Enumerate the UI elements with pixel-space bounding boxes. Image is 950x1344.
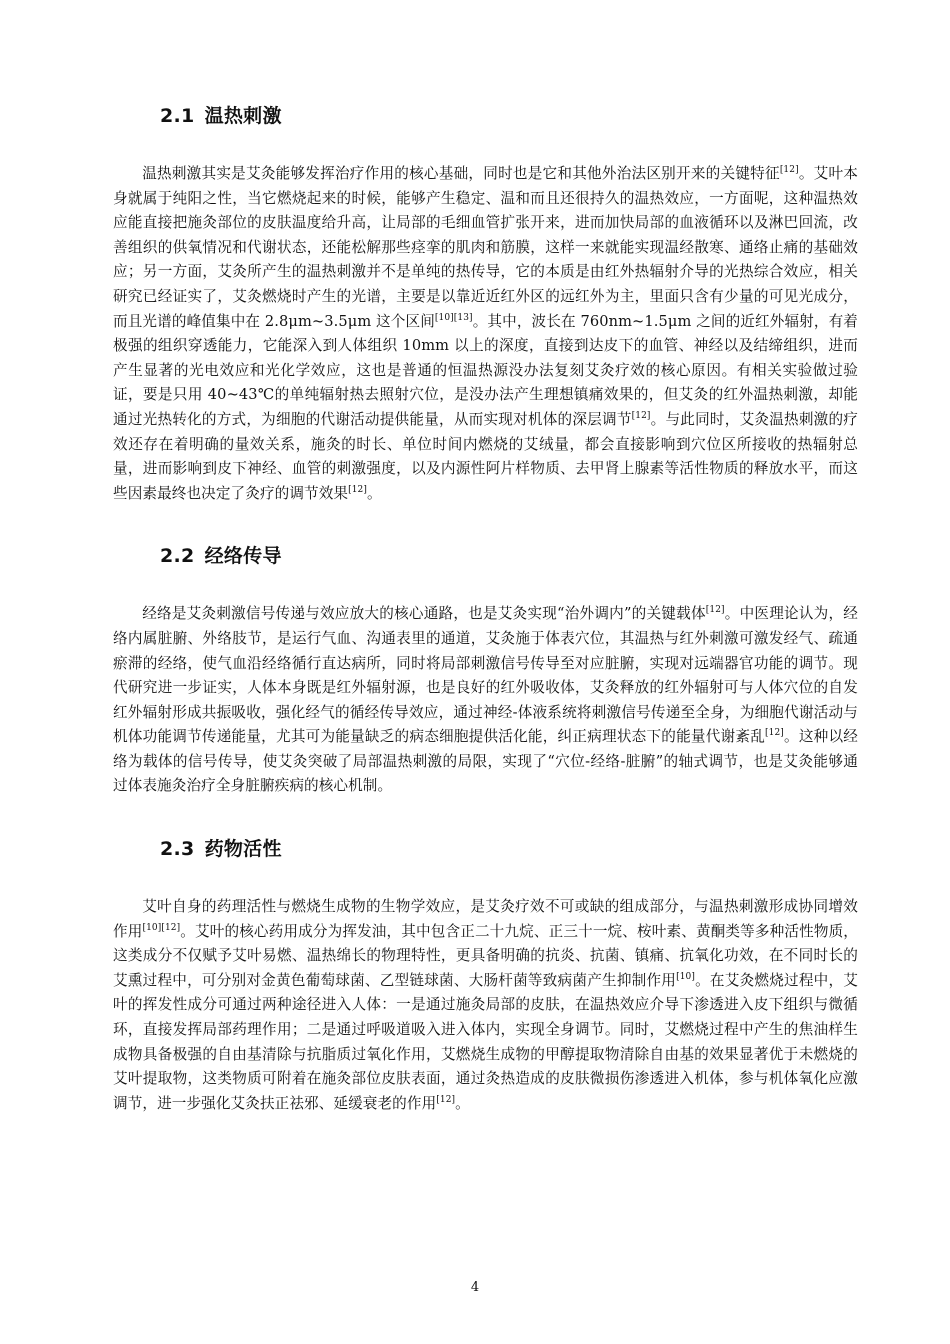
text-run: 艾叶自身的药理活性与燃烧生成物的生物学效应，是艾灸疗效不可或缺的组成部分，与温热刺激形成协同增效作用 <box>113 898 858 940</box>
text-run: 温热刺激其实是艾灸能够发挥治疗作用的核心基础，同时也是它和其他外治法区别开来的关键特征 <box>142 165 780 182</box>
text-run: 经络是艾灸刺激信号传递与效应放大的核心通路，也是艾灸实现“治外调内”的关键载体 <box>142 605 706 623</box>
text-run: 。艾叶的核心药用成分为挥发油，其中包含正二十九烷、正三十一烷、桉叶素、黄酮类等多种活性物质，这类成分不仅赋予艾叶易燃、温热绵长的物理特性，更具备明确的抗炎、抗菌、镇痛、抗氧化功效，在不同时长的艾熏过程中，可分别对金黄色葡萄球菌、乙型链球菌、大肠杆菌等致病菌产生抑制作用 <box>113 922 858 989</box>
text-run: 。艾叶本身就属于纯阳之性，当它燃烧起来的时候，能够产生稳定、温和而且还很持久的温热效应，一方面呢，这种温热效应能直接把施灸部位的皮肤温度给升高，让局部的毛细血管扩张开来，进而加快局部的血液循环以及淋巴回流，改善组织的供氧情况和代谢状态，还能松解那些痉挛的肌肉和筋膜，这样一来就能实现温经散寒、通络止痛的基础效应；另一方面，艾灸所产生的温热刺激并不是单纯的热传导，它的本质是由红外热辐射介导的光热综合效应，相关研究已经证实了，艾灸燃烧时产生的光谱，主要是以靠近近红外区的远红外为主，里面只含有少量的可见光成分，而且光谱的峰值集中在 2.8μm~3.5μm 这个区间 <box>113 165 859 330</box>
document-body <box>113 100 858 1116</box>
citation-ref: [12] <box>348 484 367 495</box>
citation-ref: [12] <box>631 411 651 422</box>
text-run: 。 <box>366 484 382 502</box>
text-run: 。在艾灸燃烧过程中，艾叶的挥发性成分可通过两种途径进入人体：一是通过施灸局部的皮肤，在温热效应介导下渗透进入皮下组织与微循环，直接发挥局部药理作用；二是通过呼吸道吸入进入体内，实现全身调节。同时，艾燃烧过程中产生的焦油样生成物具备极强的自由基清除与抗脂质过氧化作用，艾燃烧生成物的甲醇提取物清除自由基的效果显著优于未燃烧的艾叶提取物，这类物质可附着在施灸部位皮肤表面，通过灸热造成的皮肤微损伤渗透进入机体，参与机体氧化应激调节，进一步强化艾灸扶正祛邪、延缓衰老的作用 <box>113 971 858 1112</box>
section-heading-2-2 <box>160 540 858 572</box>
section-title: 温热刺激 <box>204 105 282 127</box>
section-paragraph-2-3 <box>113 895 858 1116</box>
text-run: 。与此同时，艾灸温热刺激的疗效还存在着明确的量效关系，施灸的时长、单位时间内燃烧的艾绒量，都会直接影响到穴位区所接收的热辐射总量，进而影响到皮下神经、血管的刺激强度，以及内源性阿片样物质、去甲肾上腺素等活性物质的释放水平，而这些因素最终也决定了灸疗的调节效果 <box>113 410 858 502</box>
section-number: 2.3 <box>160 838 195 861</box>
citation-ref: [12] <box>779 165 799 176</box>
section-heading-2-1 <box>160 100 858 132</box>
text-run: 。这种以经络为载体的信号传导，使艾灸突破了局部温热刺激的局限，实现了“穴位-经络-脏腑”的轴式调节，也是艾灸能够通过体表施灸治疗全身脏腑疾病的核心机制。 <box>113 728 858 795</box>
section-number: 2.1 <box>160 105 195 127</box>
section-heading-2-3 <box>160 833 858 865</box>
citation-ref: [12] <box>436 1094 456 1105</box>
section-title: 经络传导 <box>204 545 282 568</box>
citation-ref: [12] <box>705 605 725 616</box>
section-number: 2.2 <box>160 545 195 568</box>
citation-ref: [10][12] <box>142 922 181 933</box>
section-paragraph-2-2 <box>113 602 858 799</box>
section-paragraph-2-1 <box>113 162 858 506</box>
section-title: 药物活性 <box>204 838 282 861</box>
text-run: 。 <box>455 1094 470 1112</box>
text-run: 。中医理论认为，经络内属脏腑、外络肢节，是运行气血、沟通表里的通道，艾灸施于体表穴位，其温热与红外刺激可激发经气、疏通瘀滞的经络，使气血沿经络循行直达病所，同时将局部刺激信号传导至对应脏腑，实现对远端器官功能的调节。现代研究进一步证实，人体本身既是红外辐射源，也是良好的红外吸收体，艾灸释放的红外辐射可与人体穴位的自发红外辐射形成共振吸收，强化经气的循经传导效应，通过神经-体液系统将刺激信号传递至全身，为细胞代谢活动与机体功能调节传递能量，尤其可为能量缺乏的病态细胞提供活化能，纠正病理状态下的能量代谢紊乱 <box>113 605 859 746</box>
citation-ref: [10] <box>676 971 695 982</box>
citation-ref: [12] <box>765 728 784 739</box>
text-run: 。其中，波长在 760nm~1.5μm 之间的近红外辐射，有着极强的组织穿透能力，它能深入到人体组织 10mm 以上的深度，直接到达皮下的血管、神经以及结缔组织，进而产生显著的光电效应和光化学效应，这也是普通的恒温热源没办法复刻艾灸疗效的核心原因。有相关实验做过验证，要是只用 40~43℃的单纯辐射热去照射穴位，是没办法产生理想镇痛效果的，但艾灸的红外温热刺激，却能通过光热转化的方式，为细胞的代谢活动提供能量，从而实现对机体的深层调节 <box>113 312 858 428</box>
page-number: 4 <box>470 1280 480 1295</box>
citation-ref: [10][13] <box>434 312 473 323</box>
